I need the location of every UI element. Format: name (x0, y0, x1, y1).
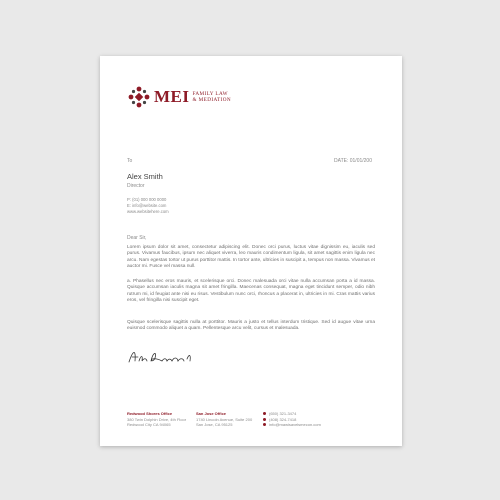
logo-tagline (193, 91, 232, 103)
footer-office1-name: Redwood Shores Office (127, 411, 173, 416)
recipient-phone: P: (01) 000 000 0000 (127, 197, 167, 202)
recipient-email: E: info@website.com (127, 203, 167, 209)
handwritten-signature (127, 346, 207, 366)
recipient-contacts (127, 197, 169, 216)
logo-tagline-line2: & MEDIATION (192, 97, 232, 103)
footer-phone: (650) 321-3474 (269, 411, 297, 416)
footer-office2-line2: San Jose, CA 95125 (196, 422, 233, 427)
to-label: To (127, 158, 133, 164)
letterhead-page (100, 56, 402, 446)
salutation: Dear Sir, (127, 235, 147, 241)
body-paragraph-2: a. Phasellus nec eros mauris, et scelerisque orci. Donec malesuada orci vitae nulla accumsan porta a id massa. Quisque accumsan iaculis magna sit amet fringilla. Maecenas consequat, magna eget tincidunt semper, odio nibh rutrum mi, id feugiat ante nisi eu risus. Vestibulum nunc orci, rhoncus a placerat in, ultricies in mi. Cras mattis varius eros, vel fringilla nisi suscipit eget. (127, 279, 375, 304)
logo-tagline-line1: FAMILY LAW (192, 91, 228, 97)
logo-wordmark: MEI (154, 87, 190, 106)
fax-icon (263, 418, 266, 421)
recipient-name: Alex Smith (127, 172, 163, 181)
footer-office2-line1: 1740 Lincoln Avenue, Suite 200 (196, 416, 253, 422)
recipient-title: Director (127, 183, 145, 189)
footer-office2-name: San Jose Office (196, 411, 227, 416)
logo-emblem-icon (127, 85, 151, 109)
body-paragraph-1: Lorem ipsum dolor sit amet, consectetur adipiscing elit. Donec orci purus, luctus vitae dignissim eu, iaculis sed purus. Vivamus faucibus, ipsum nec aliquet viverra, leo mauris condimentum ligula, sit amet sagittis enim ligula nec arcu. Nam egestas tortor ut purus porttitor mattis. In tortor ante, ultricies in suscipit a, tempus non massa. Vivamus et auctor mi. Fusce vel massa null. (127, 245, 375, 270)
footer-fax: (408) 324-7418 (269, 416, 297, 422)
footer-email-row (263, 422, 321, 428)
footer-office1-line1: 380 Twin Dolphin Drive, 4th Floor (127, 416, 187, 422)
footer-office1-line2: Redwood City CA 94065 (127, 422, 171, 427)
email-icon (263, 423, 266, 426)
footer-office-redwood (127, 411, 186, 428)
body-paragraph-3: Quisque scelerisque sagittis nulla at porttitor. Mauris a justo et tellus interdum tristique. Sed id augue vitae urna euismod commodo aliquet a quam. Pellentesque arcu velit, cursus et malesuada. (127, 320, 375, 332)
recipient-website: www.websitehere.com (127, 209, 169, 215)
footer-email: info@mawisavelsmecon.com (269, 422, 321, 427)
firm-logo (127, 84, 231, 110)
phone-icon (263, 412, 266, 415)
footer-office-sanjose (196, 411, 252, 428)
footer-contact (263, 411, 321, 428)
letter-date: DATE: 01/01/200 (334, 158, 372, 164)
